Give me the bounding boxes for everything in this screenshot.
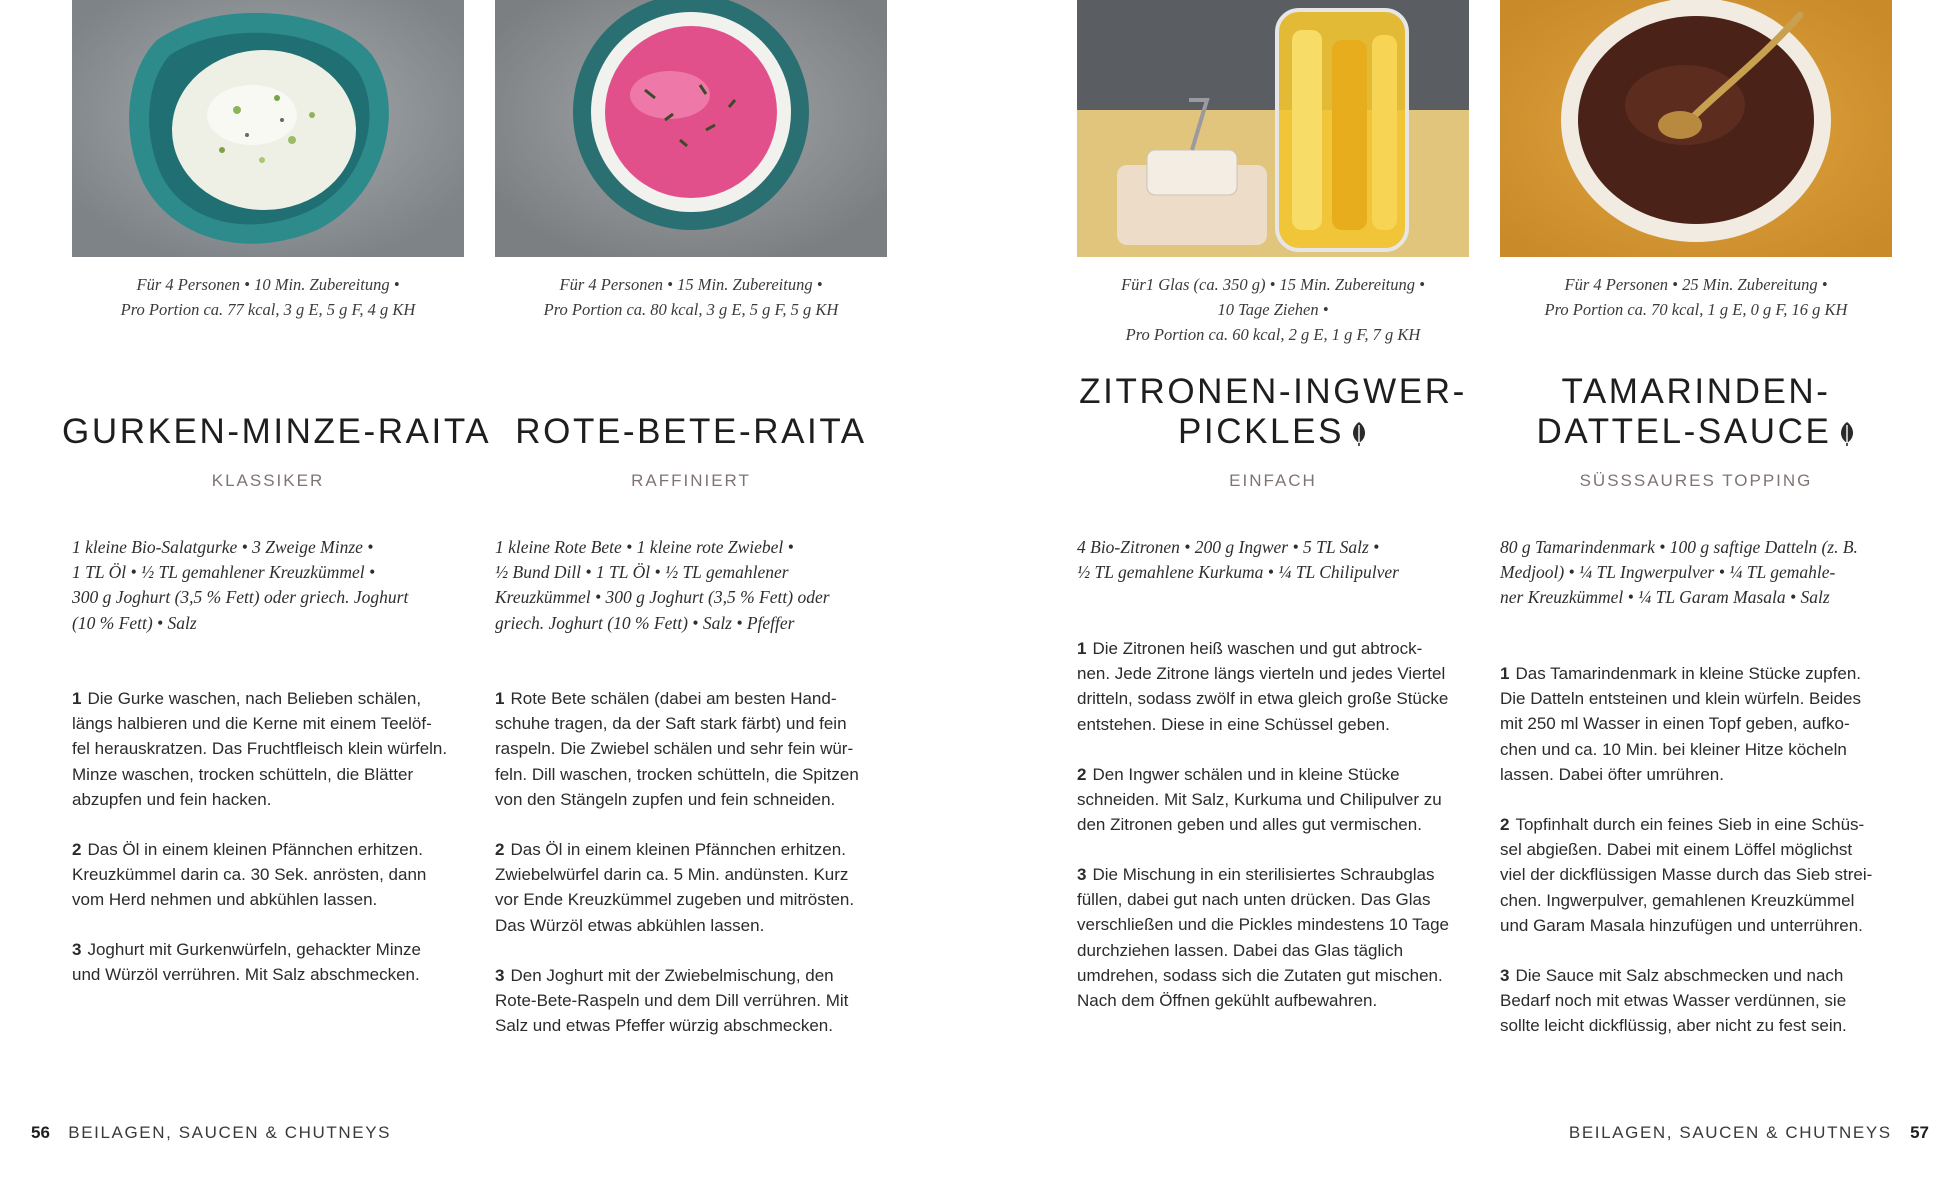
page-number-left: 56 <box>31 1123 50 1142</box>
step-line <box>1500 963 1900 988</box>
ingredient-line: ½ Bund Dill • 1 TL Öl • ½ TL gemahlener <box>495 562 789 583</box>
step-text: schuhe tragen, da der Saft stark färbt) und fein <box>495 714 847 734</box>
recipe-photo-rote-bete <box>495 0 887 257</box>
step-text: fel herauskratzen. Das Fruchtfleisch klein würfeln. <box>72 739 448 759</box>
step-text: Das Tamarindenmark in kleine Stücke zupfen. <box>1515 664 1861 683</box>
step-line <box>1500 837 1900 862</box>
recipe-photo-tamarind-sauce <box>1500 0 1892 257</box>
step-text: chen. Ingwerpulver, gemahlenen Kreuzkümmel <box>1500 890 1855 910</box>
step-text: Zwiebelwürfel darin ca. 5 Min. andünsten. Kurz <box>495 865 849 885</box>
recipe-category: RAFFINIERT <box>631 471 751 490</box>
step-text: umdrehen, sodass sich die Zutaten gut mischen. <box>1077 965 1443 985</box>
recipe-meta <box>72 272 464 322</box>
step-line <box>1077 963 1477 988</box>
step-text: Den Ingwer schälen und in kleine Stücke <box>1092 765 1400 784</box>
step-line <box>1077 712 1477 737</box>
step-text: viel der dickflüssigen Masse durch das Sieb strei- <box>1500 865 1873 885</box>
recipe-step-2 <box>495 837 895 938</box>
step-line <box>72 837 472 862</box>
step-number: 1 <box>72 689 82 708</box>
step-text: lassen. Dabei öfter umrühren. <box>1500 764 1724 784</box>
step-text: dritteln, sodass zwölf in etwa gleich große Stücke <box>1077 689 1449 709</box>
step-text: sollte leicht dickflüssig, aber nicht zu fest sein. <box>1500 1016 1847 1036</box>
meta-line: Für 4 Personen • 25 Min. Zubereitung • <box>1564 275 1828 294</box>
step-text: Joghurt mit Gurkenwürfeln, gehackter Minze <box>87 940 422 959</box>
step-line <box>1500 762 1900 787</box>
ingredient-line: 80 g Tamarindenmark • 100 g saftige Datteln (z. B. <box>1500 537 1858 557</box>
step-text: schneiden. Mit Salz, Kurkuma und Chilipulver zu <box>1077 790 1442 810</box>
step-text: Die Sauce mit Salz abschmecken und nach <box>1515 966 1844 985</box>
step-number: 2 <box>1077 765 1087 784</box>
recipe-title <box>1067 372 1479 456</box>
step-line <box>72 736 472 761</box>
step-text: Rote-Bete-Raspeln und dem Dill verrühren. Mit <box>495 991 849 1011</box>
ingredient-line: Medjool) • ¼ TL Ingwerpulver • ¼ TL gemahle- <box>1500 562 1836 583</box>
step-number: 1 <box>1500 664 1510 683</box>
step-number: 3 <box>495 966 505 985</box>
meta-line: Pro Portion ca. 60 kcal, 2 g E, 1 g F, 7 g KH <box>1125 325 1421 344</box>
tamarind-sauce-bowl-image <box>1500 0 1892 257</box>
step-text: und Garam Masala hinzufügen und unterrühren. <box>1500 915 1863 935</box>
step-line <box>495 762 895 787</box>
title-line <box>1067 412 1479 456</box>
step-number: 3 <box>1500 966 1510 985</box>
ingredient-list <box>1500 535 1900 611</box>
step-line <box>495 963 895 988</box>
step-text: Den Joghurt mit der Zwiebelmischung, den <box>510 966 834 985</box>
step-text: und Würzöl verrühren. Mit Salz abschmecken. <box>72 965 420 985</box>
recipe-step-2 <box>1500 812 1900 938</box>
step-line <box>495 1013 895 1038</box>
title-line: ZITRONEN-INGWER- <box>1079 372 1467 411</box>
recipe-step-2 <box>1077 762 1477 838</box>
step-text: Die Gurke waschen, nach Belieben schälen, <box>87 689 422 708</box>
step-line <box>72 762 472 787</box>
meta-line: 10 Tage Ziehen • <box>1217 300 1329 319</box>
recipe-step-1 <box>1077 636 1477 737</box>
ingredient-line: Kreuzkümmel • 300 g Joghurt (3,5 % Fett) oder <box>495 587 830 608</box>
recipe-step-2 <box>72 837 472 913</box>
step-text: Rote Bete schälen (dabei am besten Hand- <box>510 689 837 708</box>
step-line <box>1500 913 1900 938</box>
step-text: abzupfen und fein hacken. <box>72 789 272 809</box>
recipe-step-1 <box>495 686 895 812</box>
step-text: längs halbieren und die Kerne mit einem Teelöf- <box>72 714 432 734</box>
step-text: verschließen und die Pickles mindestens 10 Tage <box>1077 915 1450 935</box>
step-text: Das Würzöl etwas abkühlen lassen. <box>495 915 765 935</box>
ingredient-line: ½ TL gemahlene Kurkuma • ¼ TL Chilipulver <box>1077 562 1399 583</box>
recipe-step-3 <box>1500 963 1900 1039</box>
step-line <box>1500 812 1900 837</box>
title-text: DATTEL-SAUCE <box>1536 412 1832 451</box>
step-number: 3 <box>1077 865 1087 884</box>
step-text: Das Öl in einem kleinen Pfännchen erhitzen. <box>87 840 423 859</box>
step-text: raspeln. Die Zwiebel schälen und sehr fein wür- <box>495 739 854 759</box>
step-text: Topfinhalt durch ein feines Sieb in eine Schüs- <box>1515 815 1865 834</box>
recipe-photo-pickles <box>1077 0 1469 257</box>
step-number: 2 <box>1500 815 1510 834</box>
step-line <box>1077 661 1477 686</box>
step-line <box>72 937 472 962</box>
title-line: GURKEN-MINZE-RAITA <box>62 412 492 451</box>
recipe-category: KLASSIKER <box>211 471 325 490</box>
recipe-step-1 <box>72 686 472 812</box>
leaf-icon <box>1838 416 1856 456</box>
section-name-right: BEILAGEN, SAUCEN & CHUTNEYS <box>1568 1123 1892 1142</box>
recipe-title <box>62 412 492 452</box>
step-line <box>1077 787 1477 812</box>
meta-line: Pro Portion ca. 77 kcal, 3 g E, 5 g F, 4 g KH <box>120 300 416 319</box>
step-line <box>495 913 895 938</box>
ingredient-list <box>1077 535 1477 585</box>
step-number: 1 <box>1077 639 1087 658</box>
step-line <box>495 837 895 862</box>
step-text: Die Datteln entsteinen und klein würfeln. Beides <box>1500 689 1861 709</box>
ingredient-line: 300 g Joghurt (3,5 % Fett) oder griech. Joghurt <box>72 587 409 608</box>
recipe-meta <box>1500 272 1892 322</box>
step-text: Bedarf noch mit etwas Wasser verdünnen, sie <box>1500 991 1847 1011</box>
leaf-icon <box>1350 416 1368 456</box>
meta-line: Für 4 Personen • 10 Min. Zubereitung • <box>136 275 400 294</box>
step-number: 1 <box>495 689 505 708</box>
step-text: Salz und etwas Pfeffer würzig abschmecken. <box>495 1016 833 1036</box>
title-line <box>1490 412 1902 456</box>
step-line <box>72 962 472 987</box>
step-line <box>1500 888 1900 913</box>
step-line <box>1077 938 1477 963</box>
step-line <box>72 787 472 812</box>
step-text: Die Zitronen heiß waschen und gut abtrock- <box>1092 639 1423 658</box>
step-text: chen und ca. 10 Min. bei kleiner Hitze köcheln <box>1500 739 1847 759</box>
step-line <box>1500 711 1900 736</box>
step-line <box>1077 762 1477 787</box>
ingredient-line: ner Kreuzkümmel • ¼ TL Garam Masala • Salz <box>1500 587 1830 608</box>
meta-line: Pro Portion ca. 70 kcal, 1 g E, 0 g F, 16 g KH <box>1544 300 1848 319</box>
ingredient-line: 1 kleine Bio-Salatgurke • 3 Zweige Minze • <box>72 537 374 557</box>
footer-right <box>1569 1123 1929 1143</box>
step-line <box>495 736 895 761</box>
recipe-category: EINFACH <box>1229 471 1317 490</box>
step-number: 2 <box>72 840 82 859</box>
meta-line: Für1 Glas (ca. 350 g) • 15 Min. Zubereitung • <box>1121 275 1425 294</box>
pickle-jar-image <box>1077 0 1469 257</box>
step-line <box>1500 862 1900 887</box>
step-line <box>495 887 895 912</box>
meta-line: Für 4 Personen • 15 Min. Zubereitung • <box>559 275 823 294</box>
step-text: feln. Dill waschen, trocken schütteln, die Spitzen <box>495 764 859 784</box>
step-line <box>1500 988 1900 1013</box>
step-text: Das Öl in einem kleinen Pfännchen erhitzen. <box>510 840 846 859</box>
recipe-step-3 <box>495 963 895 1039</box>
recipe-step-3 <box>1077 862 1477 1013</box>
step-text: Minze waschen, trocken schütteln, die Blätter <box>72 764 414 784</box>
step-text: Die Mischung in ein sterilisiertes Schraubglas <box>1092 865 1435 884</box>
step-line <box>72 686 472 711</box>
ingredient-list <box>72 535 472 636</box>
title-text: PICKLES <box>1177 412 1345 451</box>
ingredient-line: 1 kleine Rote Bete • 1 kleine rote Zwiebel • <box>495 537 794 557</box>
recipe-photo-gurken-raita <box>72 0 464 257</box>
step-line <box>495 787 895 812</box>
recipe-title <box>485 412 897 452</box>
step-number: 2 <box>495 840 505 859</box>
step-line <box>1077 988 1477 1013</box>
step-line <box>1077 686 1477 711</box>
step-text: Kreuzkümmel darin ca. 30 Sek. anrösten, dann <box>72 865 427 885</box>
step-line <box>1077 887 1477 912</box>
step-text: durchziehen lassen. Dabei das Glas täglich <box>1077 940 1404 960</box>
ingredient-line: (10 % Fett) • Salz <box>72 612 197 633</box>
step-number: 3 <box>72 940 82 959</box>
step-line <box>495 862 895 887</box>
step-line <box>72 862 472 887</box>
ingredient-list <box>495 535 895 636</box>
step-line <box>72 887 472 912</box>
step-line <box>72 711 472 736</box>
recipe-step-3 <box>72 937 472 987</box>
step-line <box>1077 912 1477 937</box>
step-text: nen. Jede Zitrone längs vierteln und jedes Viertel <box>1077 664 1446 684</box>
beet-raita-bowl-image <box>495 0 887 257</box>
step-text: entstehen. Diese in eine Schüssel geben. <box>1077 714 1390 734</box>
step-line <box>495 686 895 711</box>
step-line <box>1077 636 1477 661</box>
recipe-meta <box>1077 272 1469 347</box>
step-line <box>1077 812 1477 837</box>
step-text: vor Ende Kreuzkümmel zugeben und mitrösten. <box>495 890 855 910</box>
step-text: Nach dem Öffnen gekühlt aufbewahren. <box>1077 991 1378 1011</box>
recipe-meta <box>495 272 887 322</box>
step-text: sel abgießen. Dabei mit einem Löffel möglichst <box>1500 840 1853 860</box>
recipe-step-1 <box>1500 661 1900 787</box>
step-text: mit 250 ml Wasser in einen Topf geben, aufko- <box>1500 714 1850 734</box>
step-line <box>1500 686 1900 711</box>
step-text: vom Herd nehmen und abkühlen lassen. <box>72 890 378 910</box>
page-number-right: 57 <box>1910 1123 1929 1142</box>
step-line <box>1500 1013 1900 1038</box>
footer-left <box>31 1123 391 1143</box>
step-line <box>1077 862 1477 887</box>
step-line <box>495 988 895 1013</box>
ingredient-line: 4 Bio-Zitronen • 200 g Ingwer • 5 TL Salz • <box>1077 537 1380 557</box>
step-line <box>1500 661 1900 686</box>
title-line: ROTE-BETE-RAITA <box>515 412 867 451</box>
ingredient-line: 1 TL Öl • ½ TL gemahlener Kreuzkümmel • <box>72 562 376 583</box>
raita-bowl-image <box>72 0 464 257</box>
step-text: füllen, dabei gut nach unten drücken. Das Glas <box>1077 890 1431 910</box>
step-line <box>495 711 895 736</box>
step-text: den Zitronen geben und alles gut vermischen. <box>1077 815 1422 835</box>
recipe-title <box>1490 372 1902 456</box>
recipe-category: SÜSSSAURES TOPPING <box>1579 471 1813 490</box>
meta-line: Pro Portion ca. 80 kcal, 3 g E, 5 g F, 5 g KH <box>543 300 839 319</box>
section-name-left: BEILAGEN, SAUCEN & CHUTNEYS <box>68 1123 392 1142</box>
ingredient-line: griech. Joghurt (10 % Fett) • Salz • Pfeffer <box>495 612 795 633</box>
step-line <box>1500 737 1900 762</box>
step-text: von den Stängeln zupfen und fein schneiden. <box>495 789 836 809</box>
title-line: TAMARINDEN- <box>1561 372 1831 411</box>
